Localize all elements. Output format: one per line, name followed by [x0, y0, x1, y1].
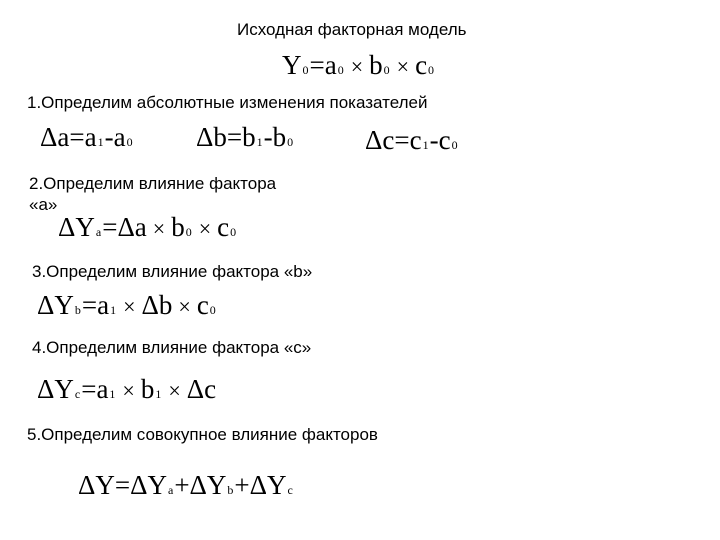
formula-symbol: ΔY — [37, 374, 74, 404]
formula-subscript: 0 — [126, 135, 133, 149]
base-formula — [282, 50, 435, 85]
formula-symbol: b — [369, 50, 383, 80]
formula-symbol: b — [140, 374, 155, 404]
formula-subscript: 0 — [230, 225, 237, 239]
formula-subscript: b — [227, 483, 234, 497]
formula-subscript: 1 — [97, 135, 104, 149]
page-title: Исходная факторная модель — [237, 20, 467, 39]
formula-subscript: b — [74, 303, 81, 317]
formula-symbol: c — [217, 212, 230, 242]
delta-c-formula — [365, 125, 459, 160]
formula-subscript: 0 — [337, 63, 344, 77]
formula-operator: = — [226, 122, 243, 152]
formula-operator: = — [114, 470, 131, 500]
formula-subscript: a — [95, 225, 102, 239]
formula-operator: = — [309, 50, 325, 80]
step5-formula — [78, 470, 294, 505]
formula-operator: = — [394, 125, 410, 155]
formula-subscript: 1 — [256, 135, 263, 149]
formula-subscript: a — [167, 483, 174, 497]
formula-operator: = — [81, 374, 97, 404]
formula-subscript: 0 — [428, 63, 435, 77]
formula-subscript: 0 — [185, 225, 192, 239]
formula-symbol: ΔY — [58, 212, 95, 242]
formula-symbol: ΔY — [37, 290, 74, 320]
delta-a-formula — [40, 122, 134, 157]
formula-symbol: b — [272, 122, 287, 152]
formula-operator: - — [429, 125, 439, 155]
formula-operator: - — [263, 122, 273, 152]
formula-symbol: a — [324, 50, 337, 80]
formula-symbol: a — [84, 122, 97, 152]
formula-symbol: ΔY — [189, 470, 227, 500]
step1-text: 1.Определим абсолютные изменения показателей — [27, 93, 428, 112]
formula-symbol: c — [409, 125, 422, 155]
formula-symbol: b — [242, 122, 256, 152]
formula-symbol: ΔY — [249, 470, 287, 500]
formula-subscript: c — [74, 387, 81, 401]
formula-symbol: Δc — [365, 125, 395, 155]
formula-symbol: a — [113, 122, 126, 152]
formula-symbol: Δc — [186, 374, 217, 404]
formula-operator: × — [122, 378, 135, 403]
formula-symbol: b — [171, 212, 185, 242]
formula-subscript: 0 — [302, 63, 309, 77]
formula-symbol: Y — [282, 50, 302, 80]
formula-symbol: ΔY — [130, 470, 167, 500]
formula-symbol: Δa — [117, 212, 147, 242]
formula-symbol: a — [97, 290, 110, 320]
formula-operator: = — [69, 122, 85, 152]
formula-subscript: 0 — [209, 303, 216, 317]
formula-symbol: c — [196, 290, 209, 320]
formula-symbol: Δb — [196, 122, 227, 152]
formula-symbol: a — [96, 374, 109, 404]
step4-formula — [37, 374, 216, 409]
delta-b-formula — [196, 122, 294, 157]
formula-symbol: c — [415, 50, 428, 80]
formula-operator: × — [396, 54, 410, 79]
formula-operator: × — [123, 294, 136, 319]
formula-subscript: 1 — [109, 387, 116, 401]
formula-operator: × — [168, 378, 181, 403]
formula-subscript: 1 — [422, 138, 429, 152]
formula-symbol: c — [438, 125, 451, 155]
formula-symbol: Δa — [40, 122, 70, 152]
formula-operator: × — [152, 216, 166, 241]
formula-operator: = — [102, 212, 118, 242]
formula-operator: × — [198, 216, 212, 241]
step3-text: 3.Определим влияние фактора «b» — [32, 262, 313, 281]
formula-subscript: 0 — [287, 135, 294, 149]
step2-text-line2: «a» — [29, 195, 58, 214]
formula-operator: × — [350, 54, 364, 79]
formula-operator: + — [234, 470, 250, 500]
formula-operator: + — [174, 470, 190, 500]
step2-text-line1: 2.Определим влияние фактора — [29, 174, 277, 193]
formula-symbol: Δb — [141, 290, 173, 320]
formula-operator: × — [178, 294, 191, 319]
formula-operator: - — [104, 122, 114, 152]
formula-subscript: 1 — [155, 387, 162, 401]
formula-subscript: 0 — [383, 63, 390, 77]
formula-subscript: c — [287, 483, 293, 497]
formula-symbol: ΔY — [78, 470, 115, 500]
step2-formula — [58, 212, 237, 247]
step5-text: 5.Определим совокупное влияние факторов — [27, 425, 378, 444]
formula-operator: = — [81, 290, 98, 320]
step4-text: 4.Определим влияние фактора «c» — [32, 338, 312, 357]
formula-subscript: 1 — [110, 303, 117, 317]
step3-formula — [37, 290, 217, 325]
formula-subscript: 0 — [451, 138, 458, 152]
